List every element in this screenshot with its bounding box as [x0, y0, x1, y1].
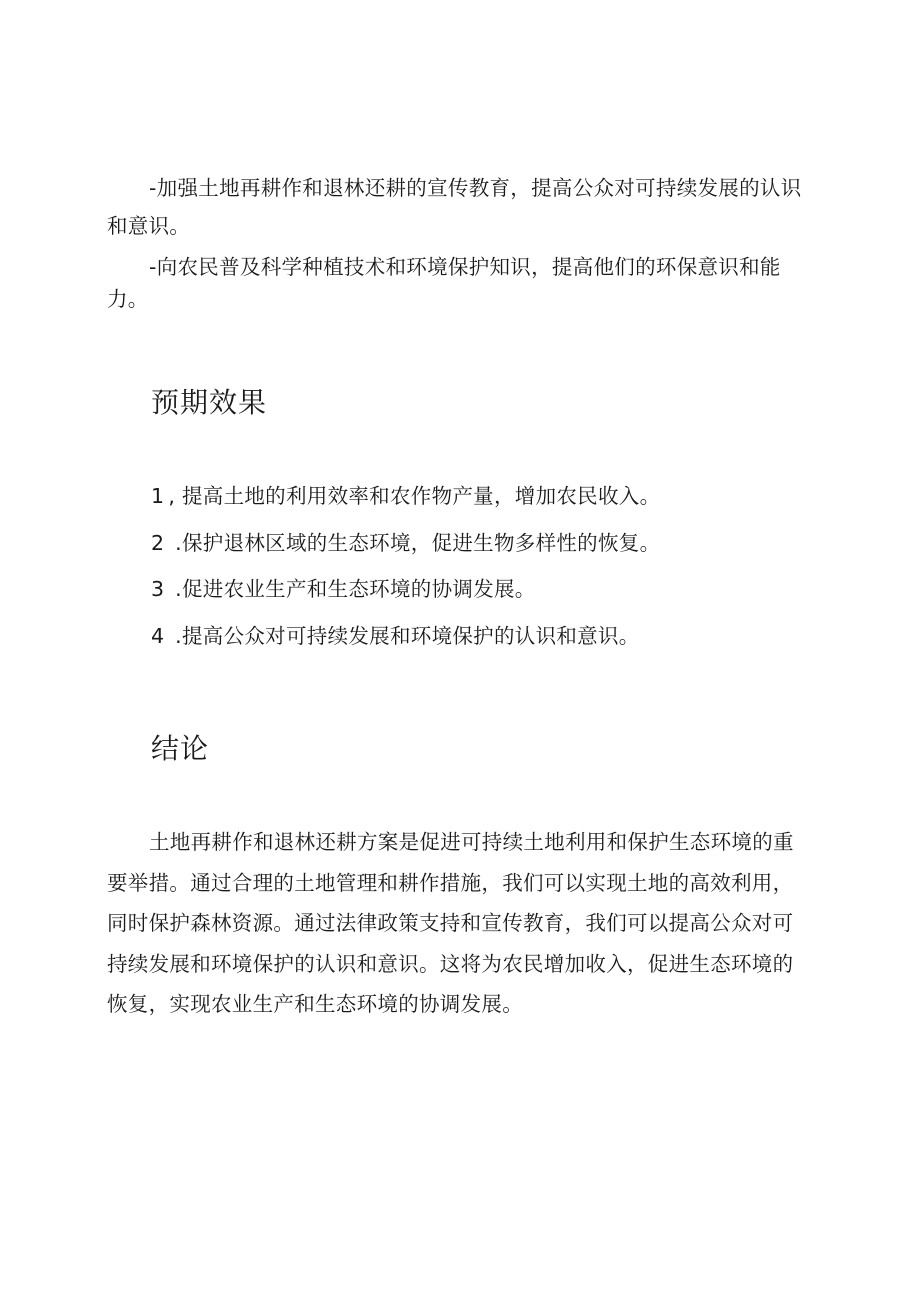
list-item-text: .保护退林区域的生态环境，促进生物多样性的恢复。: [168, 530, 661, 555]
section-heading-expected-effects: 预期效果: [151, 386, 268, 419]
list-item-number: 3: [151, 577, 165, 601]
section-heading-conclusion: 结论: [151, 732, 210, 765]
intro-bullet-farmers: -向农民普及科学种植技术和环境保护知识，提高他们的环保意识和能力。: [107, 255, 781, 311]
conclusion-paragraph: 土地再耕作和退林还耕方案是促进可持续土地利用和保护生态环境的重要举措。通过合理的土地管理和耕作措施，我们可以实现土地的高效利用，同时保护森林资源。通过法律政策支持和宣传教育，我们可以提高公众对可持续发展和环境保护的认识和意识。这将为农民增加收入，促进生态环境的恢复，实现农业生产和生态环境的协调发展。: [107, 830, 794, 1016]
list-item-number: 4: [151, 623, 165, 648]
list-item-text: .促进农业生产和生态环境的协调发展。: [168, 577, 536, 601]
expected-effects-list: [151, 478, 660, 664]
list-item: [151, 571, 660, 618]
intro-bullet-education: -加强土地再耕作和退林还耕的宣传教育，提高公众对可持续发展的认识和意识。: [107, 176, 802, 238]
list-item-text: .提高公众对可持续发展和环境保护的认识和意识。: [168, 623, 640, 648]
list-item-text: , 提高土地的利用效率和农作物产量，增加农民收入。: [168, 484, 661, 508]
list-item-number: 2: [151, 530, 165, 555]
list-item-number: 1: [151, 484, 165, 508]
list-item: [151, 525, 660, 572]
list-item: [151, 478, 660, 525]
list-item: [151, 618, 660, 665]
